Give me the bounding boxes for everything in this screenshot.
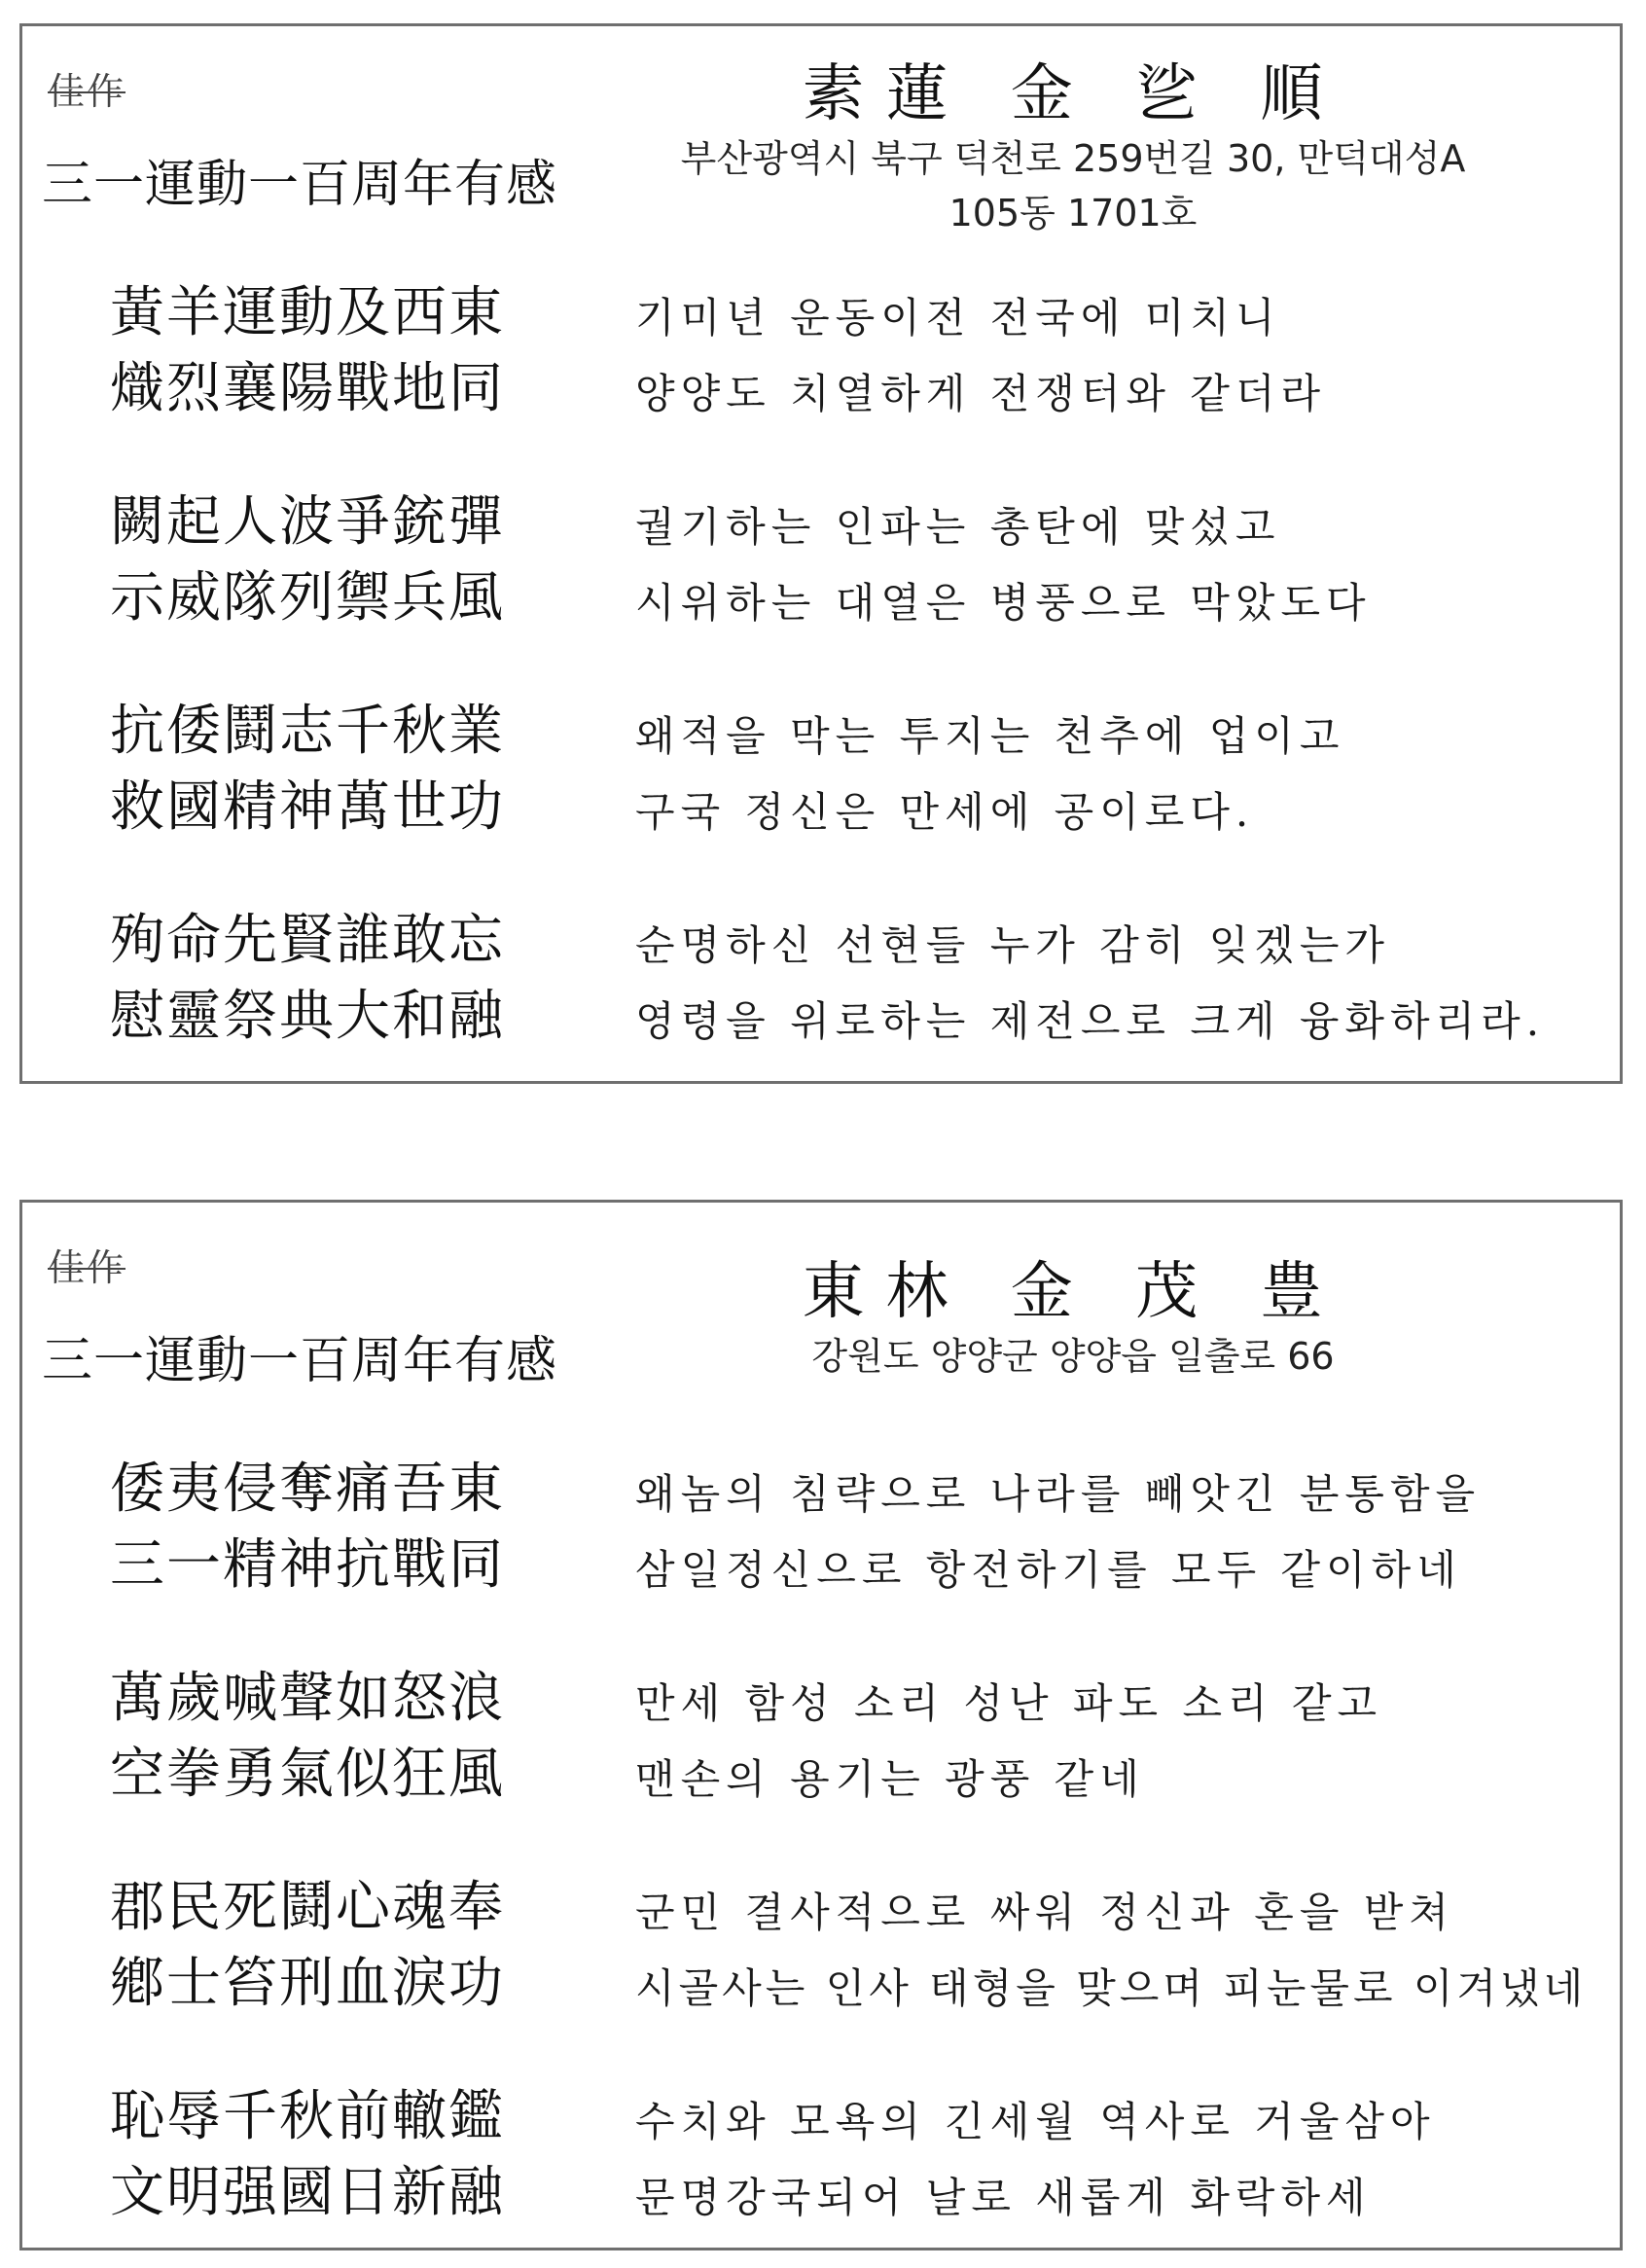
- verse-translation: 문명강국되어 날로 새롭게 화락하세: [635, 2174, 1372, 2221]
- verse-hanzi: 空拳勇氣似狂風: [110, 1743, 505, 1806]
- verse-line: [90, 983, 1608, 1051]
- verse-hanzi: 黃羊運動及西東: [110, 281, 505, 344]
- verse-translation: 기미년 운동이전 전국에 미치니: [635, 294, 1281, 342]
- verse-hanzi: 熾烈襄陽戰地同: [110, 357, 505, 420]
- verse-hanzi: 抗倭鬪志千秋業: [110, 700, 505, 763]
- verse-translation: 시골사는 인사 태형을 맞으며 피눈물로 이겨냈네: [635, 1964, 1588, 2012]
- stanza-4: [90, 2083, 1608, 2239]
- verse-translation: 양양도 치열하게 전쟁터와 같더라: [635, 370, 1327, 417]
- verse-line: [90, 907, 1608, 975]
- verse-line: [90, 1456, 1608, 1524]
- stanza-3: [90, 1874, 1608, 2030]
- verse-translation: 영령을 위로하는 제전으로 크게 융화하리라.: [635, 997, 1546, 1045]
- poem-title: 三一運動一百周年有感: [42, 1332, 558, 1390]
- poem-card-2: [19, 1200, 1623, 2250]
- stanza-1: [90, 279, 1608, 435]
- verse-line: [90, 774, 1608, 842]
- verse-translation: 맨손의 용기는 광풍 같네: [635, 1755, 1145, 1803]
- verse-translation: 왜놈의 침략으로 나라를 빼앗긴 분통함을: [635, 1470, 1482, 1518]
- poem-title: 三一運動一百周年有感: [42, 156, 558, 214]
- verse-translation: 왜적을 막는 투지는 천추에 업이고: [635, 712, 1345, 760]
- author-address: [606, 131, 1540, 240]
- verse-translation: 순명하신 선현들 누가 감히 잊겠는가: [635, 921, 1390, 969]
- verse-hanzi: 闕起人波爭銃彈: [110, 490, 505, 554]
- verse-line: [90, 2159, 1608, 2227]
- verse-hanzi: 救國精神萬世功: [110, 775, 505, 839]
- verse-translation: 구국 정신은 만세에 공이로다.: [635, 788, 1255, 836]
- verse-hanzi: 三一精神抗戰同: [110, 1533, 505, 1597]
- address-line-1: 강원도 양양군 양양읍 일출로 66: [811, 1335, 1335, 1378]
- verse-line: [90, 2083, 1608, 2151]
- author-name: 素蓮 金 乷 順: [802, 58, 1344, 130]
- verse-translation: 만세 함성 소리 성난 파도 소리 같고: [635, 1679, 1383, 1727]
- verse-line: [90, 1531, 1608, 1600]
- verse-line: [90, 1950, 1608, 2018]
- poem-card-1: [19, 23, 1623, 1084]
- verse-line: [90, 1874, 1608, 1942]
- verse-line: [90, 279, 1608, 347]
- stanza-2: [90, 488, 1608, 644]
- verse-hanzi: 恥辱千秋前轍鑑: [110, 2085, 505, 2148]
- award-label: 佳作: [48, 70, 126, 113]
- verse-hanzi: 示威隊列禦兵風: [110, 566, 505, 630]
- verse-hanzi: 文明强國日新融: [110, 2161, 505, 2224]
- verse-translation: 궐기하는 인파는 총탄에 맞섰고: [635, 503, 1281, 551]
- verse-hanzi: 倭夷侵奪痛吾東: [110, 1458, 505, 1521]
- verse-line: [90, 355, 1608, 423]
- verse-translation: 수치와 모욕의 긴세월 역사로 거울삼아: [635, 2098, 1436, 2145]
- verse-hanzi: 慰靈祭典大和融: [110, 985, 505, 1048]
- verse-hanzi: 殉命先賢誰敢忘: [110, 909, 505, 972]
- stanza-3: [90, 698, 1608, 853]
- stanza-4: [90, 907, 1608, 1062]
- verse-line: [90, 1741, 1608, 1809]
- address-line-1: 부산광역시 북구 덕천로 259번길 30, 만덕대성A: [680, 137, 1466, 180]
- verse-hanzi: 萬歲喊聲如怒浪: [110, 1667, 505, 1730]
- verse-translation: 시위하는 대열은 병풍으로 막았도다: [635, 579, 1372, 627]
- author-address: [606, 1329, 1540, 1384]
- verse-line: [90, 564, 1608, 632]
- stanza-1: [90, 1456, 1608, 1611]
- verse-line: [90, 488, 1608, 557]
- author-name: 東林 金 茂 豊: [802, 1256, 1344, 1328]
- award-label: 佳作: [48, 1246, 126, 1289]
- verse-translation: 삼일정신으로 항전하기를 모두 같이하네: [635, 1546, 1462, 1594]
- verse-translation: 군민 결사적으로 싸워 정신과 혼을 받쳐: [635, 1889, 1454, 1936]
- stanza-2: [90, 1665, 1608, 1820]
- verse-hanzi: 郡民死鬪心魂奉: [110, 1876, 505, 1939]
- verse-line: [90, 1665, 1608, 1733]
- verse-line: [90, 698, 1608, 766]
- address-line-2: 105동 1701호: [948, 192, 1198, 234]
- verse-hanzi: 鄕士笞刑血淚功: [110, 1952, 505, 2015]
